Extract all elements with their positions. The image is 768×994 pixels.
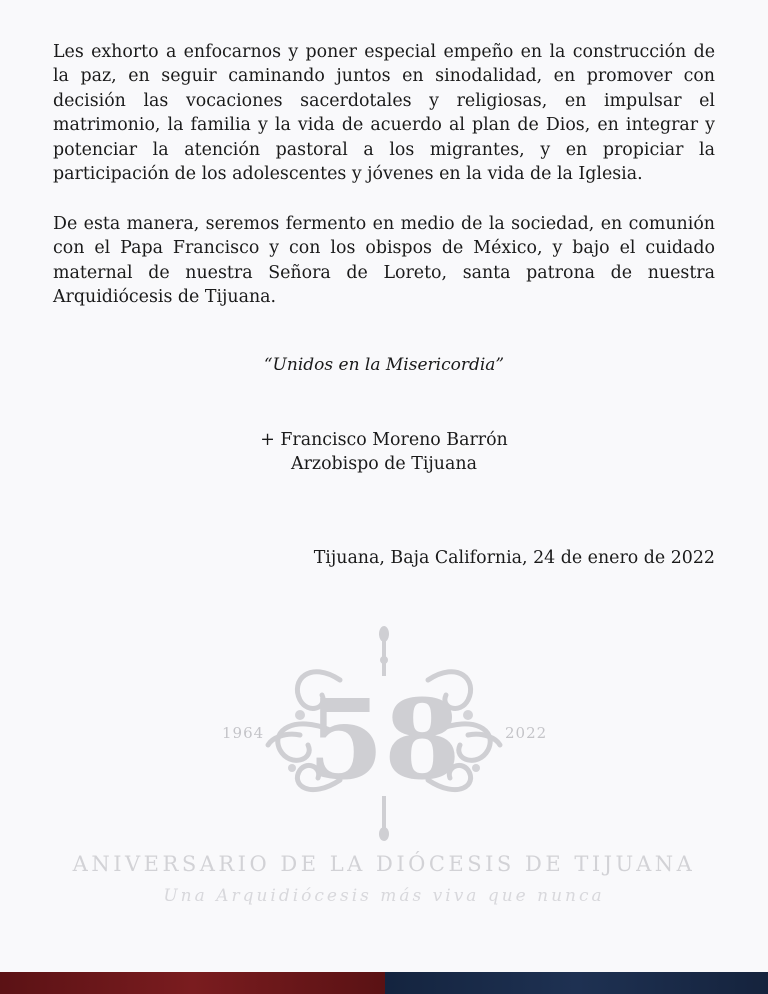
footer-bar-blue: [385, 972, 768, 994]
footer-color-bar: [0, 972, 768, 994]
anniversary-logo: [0, 620, 768, 850]
year-end: 2022: [505, 724, 548, 742]
letter-paragraph-1: Les exhorto a enfocarnos y poner especial empeño en la construcción de la paz, en seguir caminando juntos en sinodalidad, en promover con decisión las vocaciones sacerdotales y religiosas, en impulsar el matrimonio, la familia y la vida de acuerdo al plan de Dios, en integrar y potenciar la atención pastoral a los migrantes, y en propiciar la participación de los adolescentes y jóvenes en la vida de la Iglesia.: [53, 42, 715, 185]
place-date: Tijuana, Baja California, 24 de enero de 2022: [313, 548, 715, 568]
letter-paragraph-2: De esta manera, seremos fermento en medio de la sociedad, en comunión con el Papa Francisco y con los obispos de México, y bajo el cuidado maternal de nuestra Señora de Loreto, santa patrona de nuestra Arquidiócesis de Tijuana.: [53, 214, 715, 308]
signature-title: Arzobispo de Tijuana: [291, 454, 477, 474]
anniversary-title: ANIVERSARIO DE LA DIÓCESIS DE TIJUANA: [72, 852, 696, 876]
signature-block: [0, 428, 768, 476]
anniversary-slogan: Una Arquidiócesis más viva que nunca: [163, 886, 605, 906]
ornament-icon: [0, 620, 768, 850]
signature-name: + Francisco Moreno Barrón: [260, 430, 508, 450]
footer-bar-red: [0, 972, 385, 994]
motto: “Unidos en la Misericordia”: [263, 355, 505, 375]
year-start: 1964: [222, 724, 265, 742]
anniversary-number: 58: [307, 675, 461, 804]
